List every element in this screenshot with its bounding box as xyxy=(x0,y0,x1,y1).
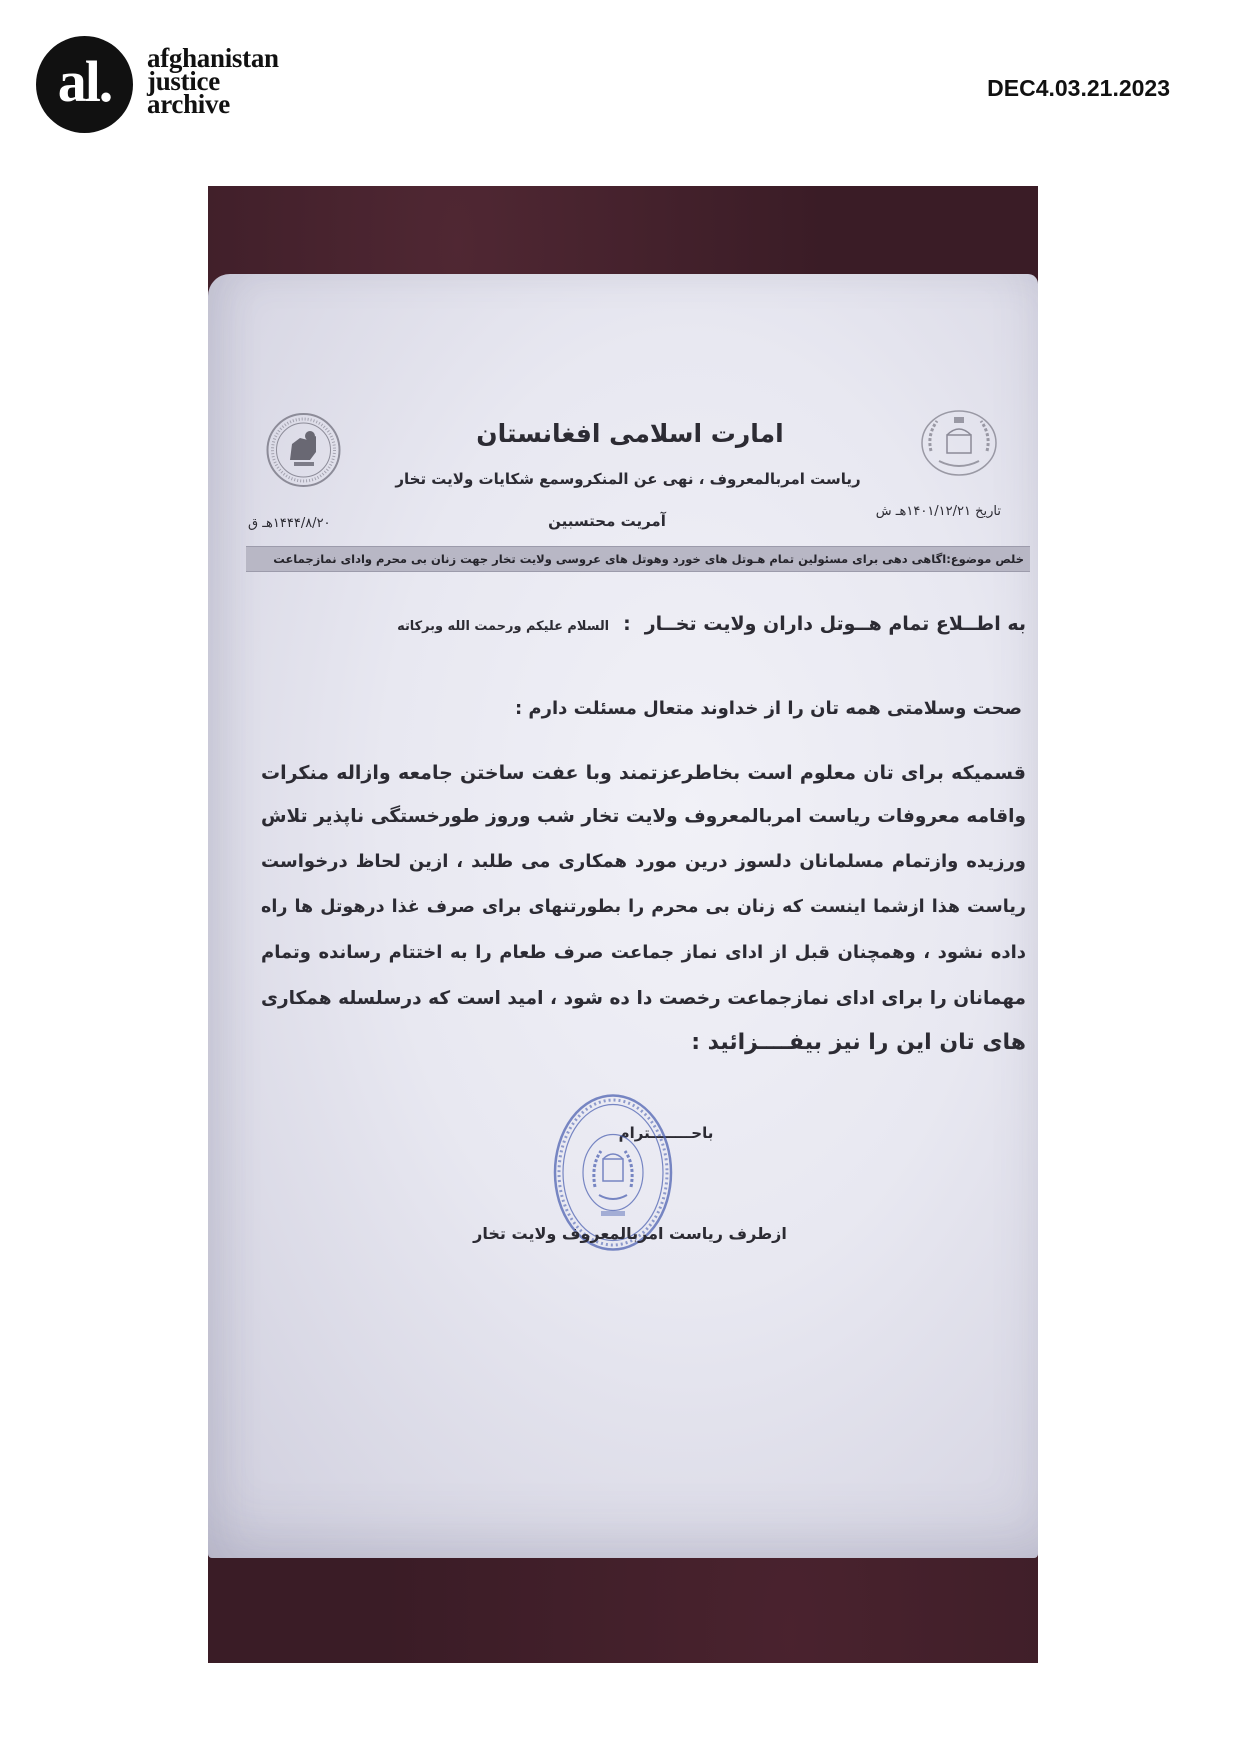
solar-date: تاریخ ۱۴۰۱/۱۲/۲۱هـ ش xyxy=(875,504,1001,519)
department-emblem-icon xyxy=(264,410,343,490)
body-line: داده نشود ، وهمچنان قبل از ادای نماز جماعت صرف طعام را به اختتام رسانده وتمام xyxy=(261,942,1026,963)
salutation-recipient: به اطــلاع تمام هــوتل داران ولایت تخــار xyxy=(644,613,1026,635)
body-line: مهمانان را برای ادای نمازجماعت رخصت دا ده شود ، امید است که درسلسله همکاری xyxy=(261,988,1026,1009)
archive-logo xyxy=(36,36,133,133)
logo-mark: al. xyxy=(57,48,112,114)
lunar-date: ۱۴۴۴/۸/۲۰هـ ق xyxy=(248,516,331,531)
salutation-greeting: السلام علیکم ورحمت الله وبرکاته xyxy=(397,619,610,634)
document-id: DEC4.03.21.2023 xyxy=(987,75,1170,101)
greeting-line: صحت وسلامتی همه تان را از خداوند متعال مسئلت دارم : xyxy=(514,698,1022,719)
salutation-line xyxy=(386,609,1026,641)
wordmark-line: afghanistan xyxy=(147,43,279,73)
subject-bar xyxy=(246,546,1030,572)
body-line: های تان این را نیز بیفــــزائید : xyxy=(691,1030,1026,1055)
salutation-separator: : xyxy=(623,613,631,635)
closing: باحــــــــترام xyxy=(618,1124,714,1142)
body-line: ورزیده وازتمام مسلمانان دلسوز درین مورد همکاری می طلبد ، ازین لحاظ درخواست xyxy=(261,851,1026,872)
department-name: آمریت محتسبین xyxy=(548,512,666,530)
body-line: قسمیکه برای تان معلوم است بخاطرعزتمند وبا عفت ساختن جامعه وازاله منکرات xyxy=(261,762,1026,784)
body-line: ریاست هذا ازشما اینست که زنان بی محرم را بطورتنهای برای صرف غذا درهوتل ها راه xyxy=(261,897,1026,917)
subject-text: خلص موضوع:اگاهی دهی برای مسئولین تمام هـوتل های خورد وهوتل های عروسی ولایت تخار جهت زنان بی محرم وادای نمازجماعت xyxy=(273,552,1024,566)
emirate-emblem-icon xyxy=(917,405,1001,478)
body-line: واقامه معروفات ریاست امربالمعروف ولایت تخار شب وروز طورخستگی ناپذیر تلاش xyxy=(261,806,1026,827)
document-photo xyxy=(208,186,1038,1663)
letter-subtitle: ریاست امربالمعروف ، نهی عن المنکروسمع شکایات ولایت تخار xyxy=(395,470,861,488)
archive-wordmark xyxy=(147,43,279,119)
letter-title: امارت اسلامی افغانستان xyxy=(476,419,784,448)
wordmark-line: archive xyxy=(147,89,230,119)
wordmark-line: justice xyxy=(147,66,220,96)
signature-line: ازطرف ریاست امربالمعروف ولایت تخار xyxy=(473,1224,787,1243)
